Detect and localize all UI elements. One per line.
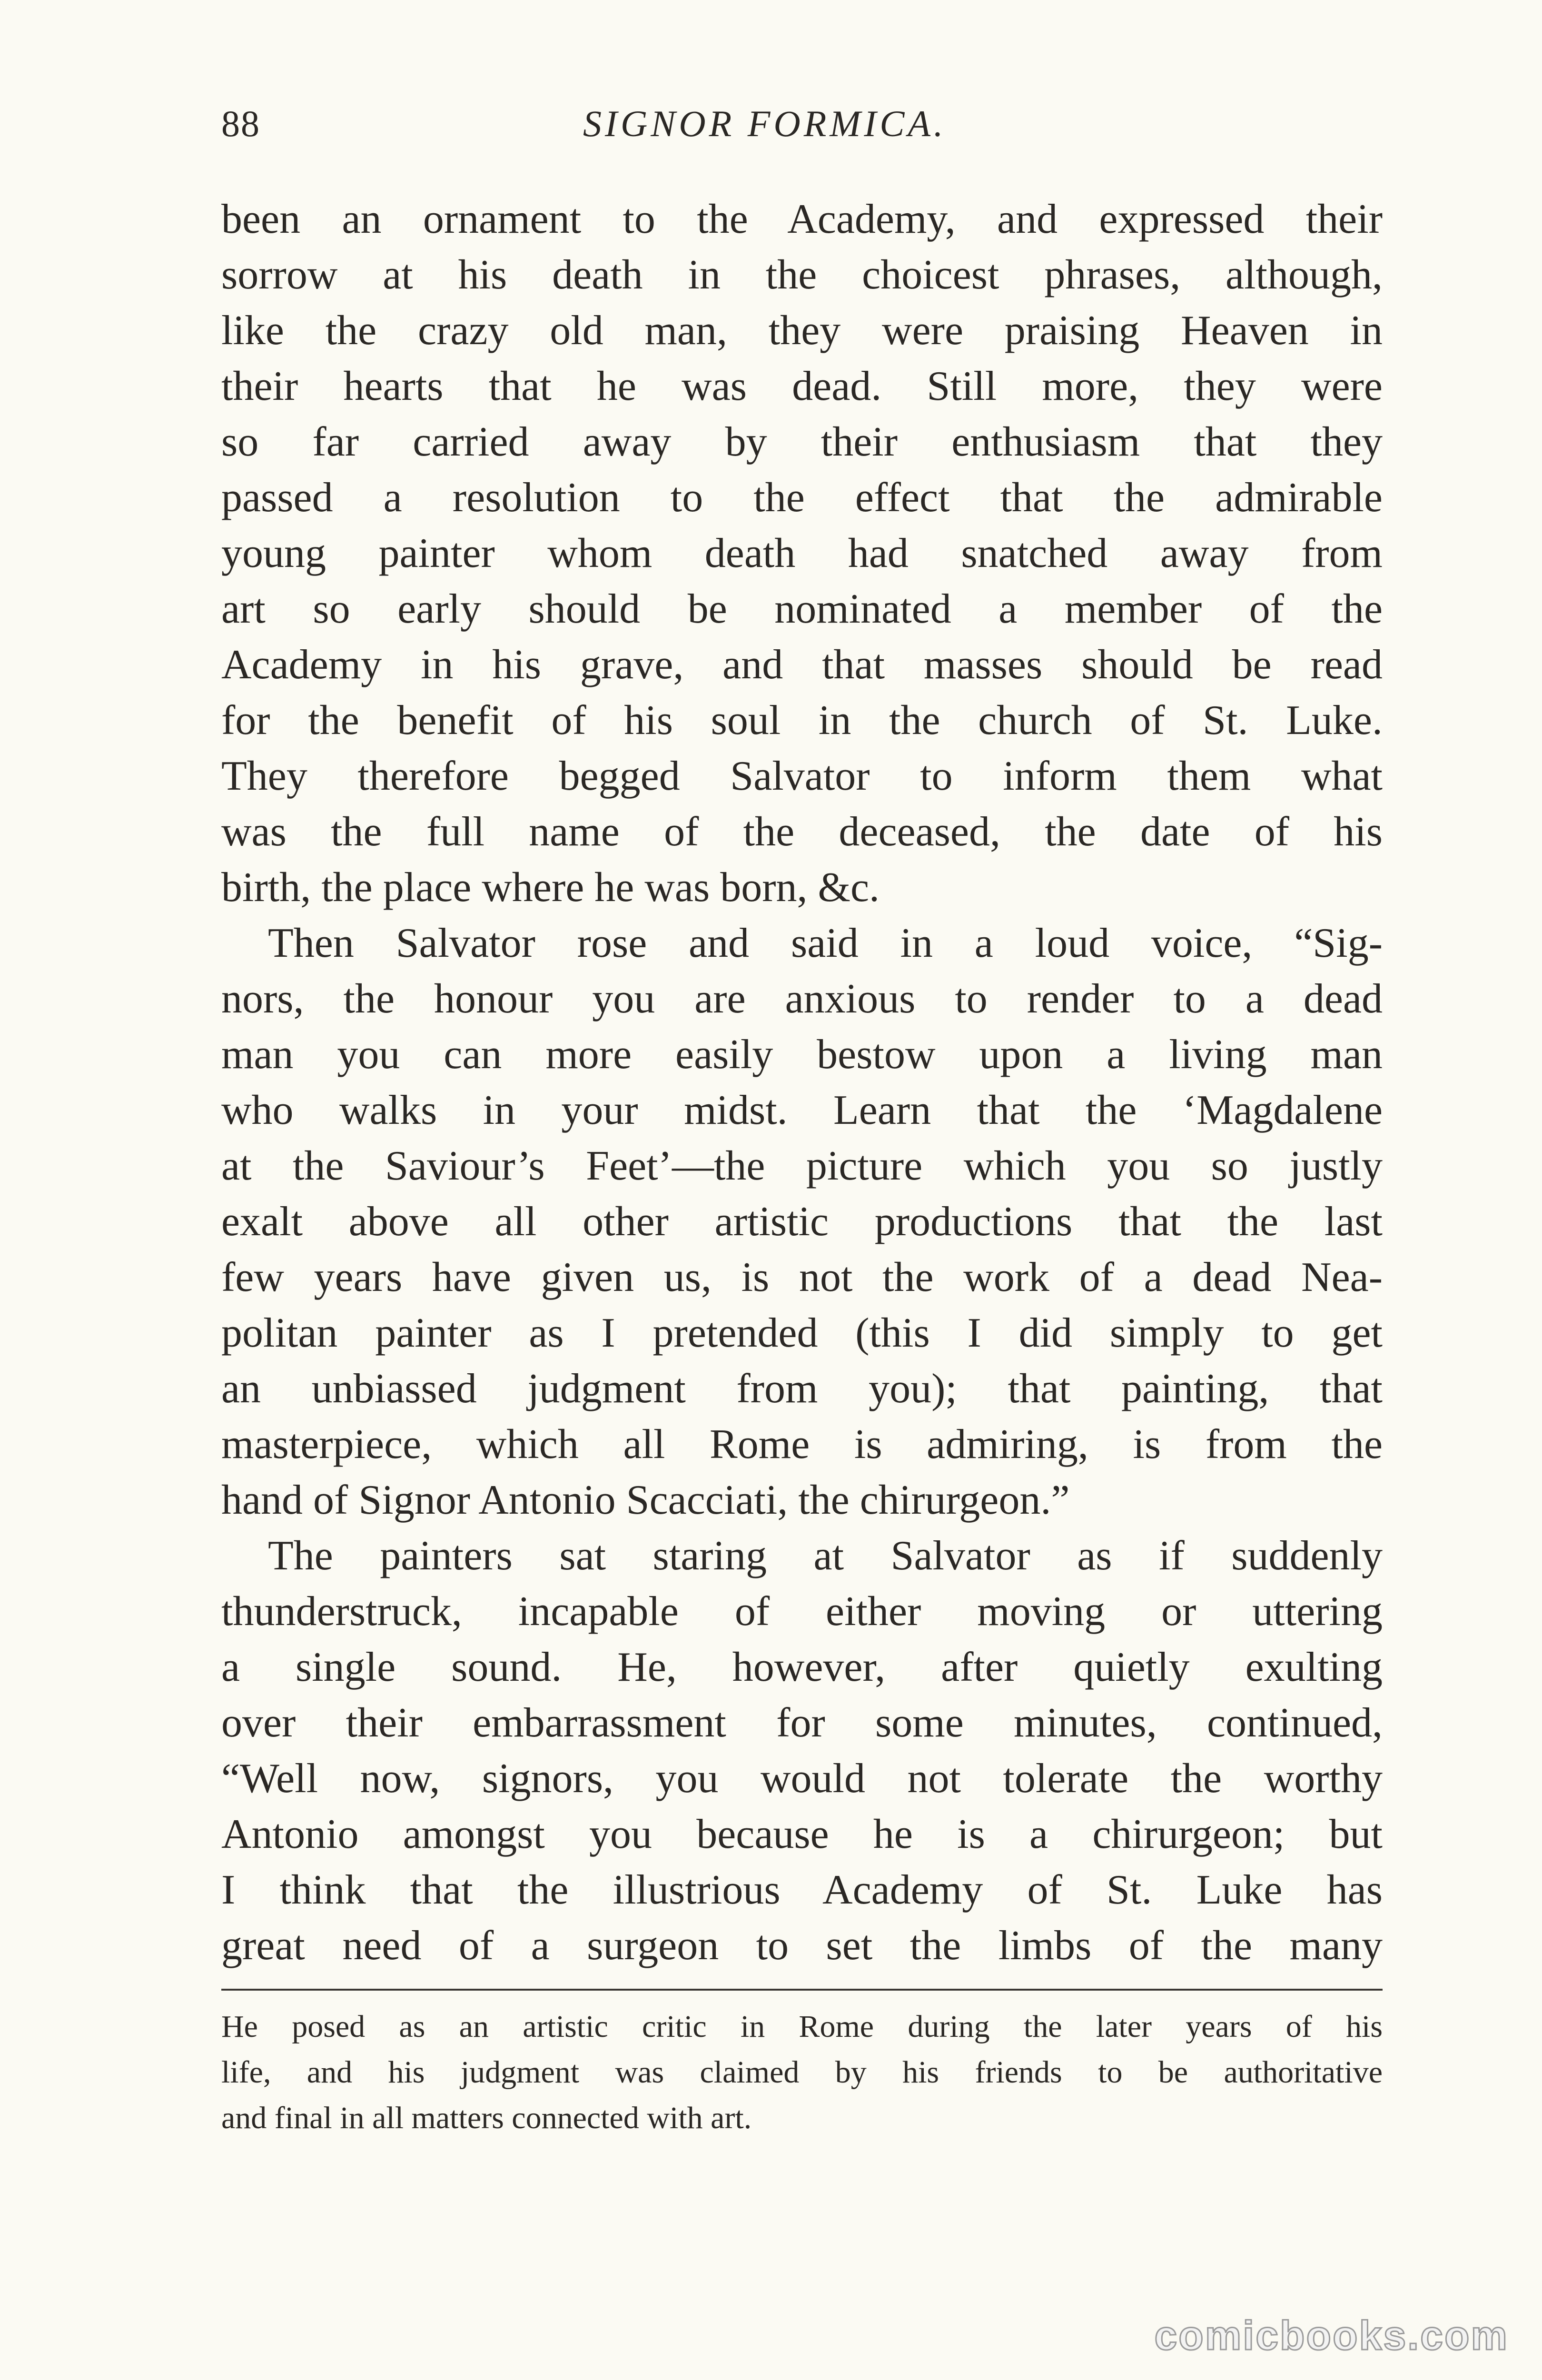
body-line: like the crazy old man, they were praising Heaven in: [221, 307, 1383, 354]
body-line: their hearts that he was dead. Still more, they were: [221, 363, 1383, 409]
body-line: over their embarrassment for some minutes, continued,: [221, 1700, 1383, 1746]
body-line: birth, the place where he was born, &c.: [221, 864, 880, 911]
body-line: exalt above all other artistic productions that the last: [221, 1199, 1383, 1245]
body-line: few years have given us, is not the work of a dead Nea-: [221, 1254, 1383, 1300]
paragraph-start-line: Then Salvator rose and said in a loud voice, “Sig-: [268, 920, 1383, 966]
body-line: sorrow at his death in the choicest phrases, although,: [221, 252, 1383, 298]
body-line: a single sound. He, however, after quietly exulting: [221, 1644, 1383, 1690]
body-line: an unbiassed judgment from you); that painting, that: [221, 1366, 1383, 1412]
body-text: [221, 191, 1383, 1973]
watermark: comicbooks.com: [1154, 2313, 1509, 2359]
paragraph-start-line: The painters sat staring at Salvator as if suddenly: [268, 1533, 1383, 1579]
body-line: at the Saviour’s Feet’—the picture which you so justly: [221, 1143, 1383, 1189]
footnote-line: He posed as an artistic critic in Rome during the later years of his: [221, 2009, 1383, 2044]
body-line: I think that the illustrious Academy of St. Luke has: [221, 1867, 1383, 1913]
body-line: so far carried away by their enthusiasm that they: [221, 419, 1383, 465]
body-line: for the benefit of his soul in the church of St. Luke.: [221, 697, 1383, 744]
body-line: been an ornament to the Academy, and expressed their: [221, 196, 1383, 242]
body-line: man you can more easily bestow upon a living man: [221, 1031, 1383, 1078]
body-line: thunderstruck, incapable of either moving or uttering: [221, 1588, 1383, 1635]
body-line: hand of Signor Antonio Scacciati, the chirurgeon.”: [221, 1477, 1070, 1523]
body-line: great need of a surgeon to set the limbs of the many: [221, 1923, 1383, 1969]
footnote-line: life, and his judgment was claimed by his friends to be authoritative: [221, 2055, 1383, 2090]
body-line: art so early should be nominated a member of the: [221, 586, 1383, 632]
page-header: [221, 102, 1383, 155]
footnote-divider: [221, 1989, 1383, 1991]
body-line: nors, the honour you are anxious to render to a dead: [221, 976, 1383, 1022]
running-title: SIGNOR FORMICA.: [583, 103, 947, 144]
body-line: who walks in your midst. Learn that the ‘Magdalene: [221, 1087, 1383, 1133]
footnote-line: and final in all matters connected with art.: [221, 2101, 752, 2135]
body-line: politan painter as I pretended (this I did simply to get: [221, 1310, 1383, 1356]
body-line: passed a resolution to the effect that the admirable: [221, 475, 1383, 521]
footnote: [221, 2004, 1383, 2141]
body-line: Antonio amongst you because he is a chirurgeon; but: [221, 1811, 1383, 1857]
body-line: was the full name of the deceased, the date of his: [221, 809, 1383, 855]
body-line: “Well now, signors, you would not tolerate the worthy: [221, 1755, 1383, 1802]
body-line: masterpiece, which all Rome is admiring, is from the: [221, 1421, 1383, 1468]
body-line: Academy in his grave, and that masses should be read: [221, 642, 1383, 688]
page-number: 88: [221, 103, 260, 144]
body-line: They therefore begged Salvator to inform them what: [221, 753, 1383, 799]
body-line: young painter whom death had snatched away from: [221, 530, 1383, 576]
